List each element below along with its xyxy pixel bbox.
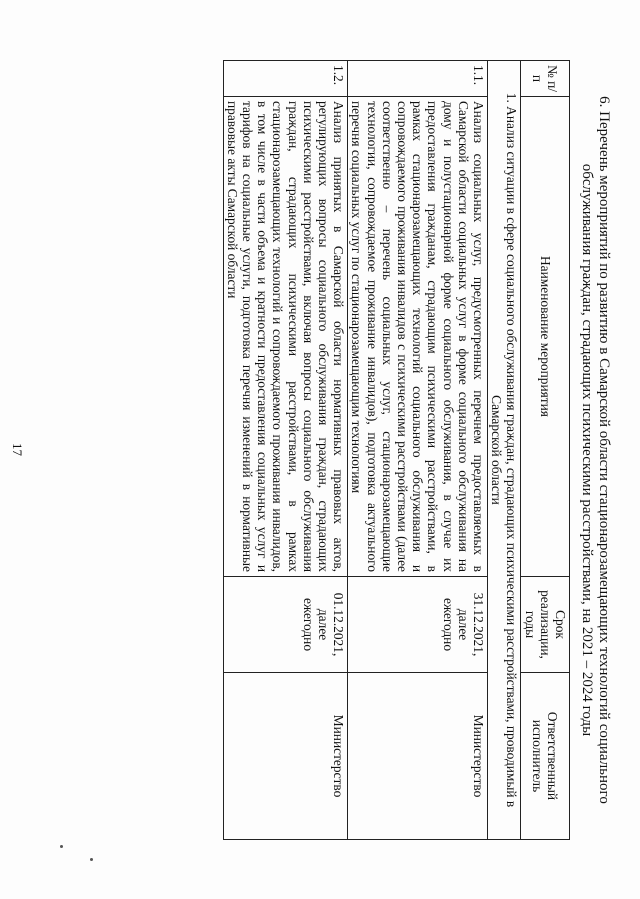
header-term: Срок реализации, годы: [521, 577, 570, 673]
row-num: 1.2.: [223, 61, 348, 97]
row-name: Анализ социальных услуг, предусмотренных перечнем предоставляемых в Самарской области социальных услуг в форме социального обслуживания на дому и полустационарной форме социального обслуживания, в случае их предоставления гражданам, страдающим психическими расстройствами, в рамках стационарозамещающих технологий социального обслуживания и сопровождаемого проживания инвалидов с психическими расстройствами (далее соответственно – перечень социальных услуг, стационарозамещающие технологии, сопровождаемое проживание инвалидов), подготовка актуального перечня социальных услуг по стационарозамещающим технологиям: [348, 97, 488, 577]
row-term: 31.12.2021, далее ежегодно: [348, 577, 488, 673]
document-title: 6. Перечень мероприятий по развитию в Самарской области стационарозамещающих технологий социального обслуживания граждан, страдающих психическими расстройствами, на 2021 – 2024 годы: [579, 96, 612, 804]
page-number: 17: [10, 443, 25, 456]
table-row: [223, 61, 348, 840]
scan-speck: [60, 845, 63, 848]
header-name: Наименование мероприятия: [521, 97, 570, 577]
row-exec: Министерство: [348, 673, 488, 840]
measures-table: [223, 60, 570, 840]
section-row: [487, 61, 520, 840]
row-num: 1.1.: [348, 61, 488, 97]
scan-speck: [90, 858, 93, 861]
row-name: Анализ принятых в Самарской области нормативных правовых актов, регулирующих вопросы социального обслуживания граждан, страдающих психическими расстройствами, включая вопросы социального обслуживания граждан, страдающих психическими расстройствами, в рамках стационарозамещающих технологий и сопровождаемого проживания инвалидов, в том числе в части объема и кратности предоставления социальных услуг и тарифов на социальные услуги, подготовка перечня изменений в нормативные правовые акты Самарской области: [223, 97, 348, 577]
row-exec: Министерство: [223, 673, 348, 840]
header-num: № п/п: [521, 61, 570, 97]
header-exec: Ответственный исполнитель: [521, 673, 570, 840]
table-row: [348, 61, 488, 840]
section-title: 1. Анализ ситуации в сфере социального обслуживания граждан, страдающих психическими расстройствами, проводимый в Самарской области: [487, 61, 520, 840]
table-header-row: [521, 61, 570, 840]
row-term: 01.12.2021, далее ежегодно: [223, 577, 348, 673]
